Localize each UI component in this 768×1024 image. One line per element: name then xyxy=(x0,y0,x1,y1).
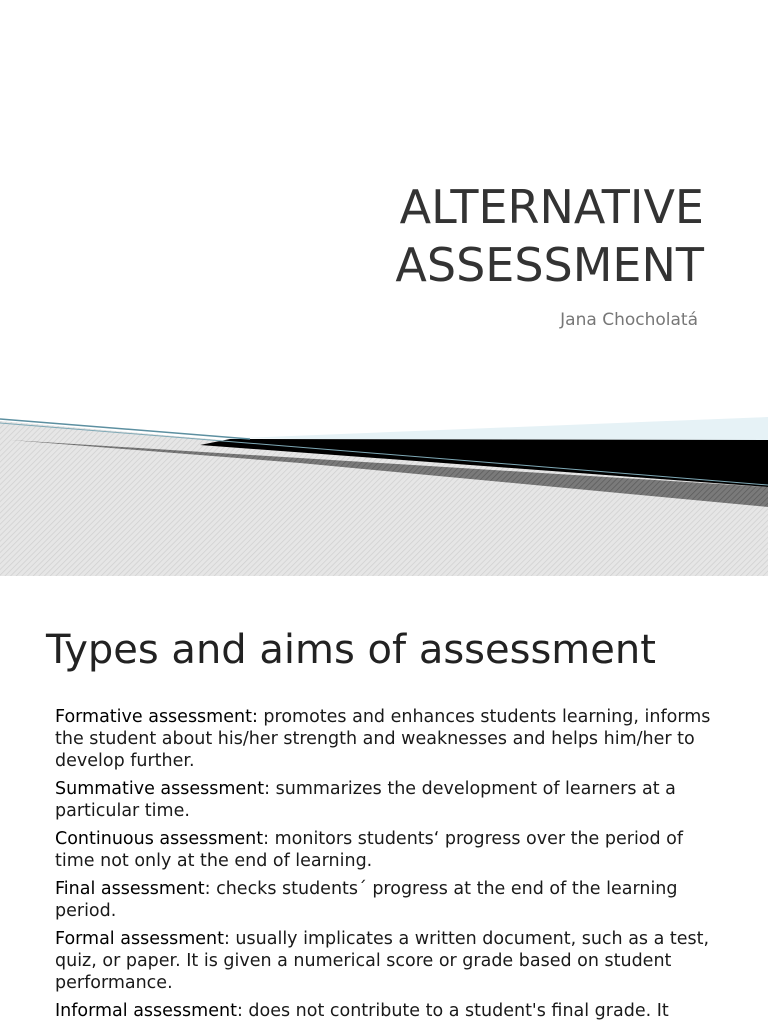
band-sky-strip xyxy=(240,417,768,441)
item-description: promotes and enhances students learning, informs the student about his/her strength and weaknesses and helps him/her to develop further. xyxy=(55,707,711,771)
item-description: : monitors students‘ progress over the period of time not only at the end of learning. xyxy=(55,829,684,871)
title-line-2: ASSESSMENT xyxy=(395,238,704,292)
item-term: Summative assessment xyxy=(55,779,265,799)
slide-heading: Types and aims of assessment xyxy=(46,627,656,673)
list-item xyxy=(55,828,727,872)
item-term: Formal assessment xyxy=(55,929,224,949)
item-term: Formative assessment: xyxy=(55,707,258,727)
item-description: : usually implicates a written document, such as a test, quiz, or paper. It is given a numerical score or grade based on student performance. xyxy=(55,929,710,993)
list-item xyxy=(55,706,727,772)
list-item xyxy=(55,878,727,922)
item-term: Informal assessment xyxy=(55,1001,237,1021)
assessment-list xyxy=(55,706,727,1024)
title-line-1: ALTERNATIVE xyxy=(399,180,704,234)
author-name: Jana Chocholatá xyxy=(560,310,698,330)
decorative-band xyxy=(0,405,768,576)
item-description: : checks students´ progress at the end of the learning period. xyxy=(55,879,678,921)
list-item xyxy=(55,778,727,822)
list-item xyxy=(55,1000,727,1022)
item-description: : summarizes the development of learners at a particular time. xyxy=(55,779,676,821)
slide-title xyxy=(395,178,704,294)
item-description: : does not contribute to a student's final grade. It xyxy=(236,1001,669,1021)
content-slide xyxy=(0,576,768,1024)
list-item xyxy=(55,928,727,994)
item-term: Final assessment xyxy=(55,879,205,899)
item-term: Continuous assessment xyxy=(55,829,264,849)
